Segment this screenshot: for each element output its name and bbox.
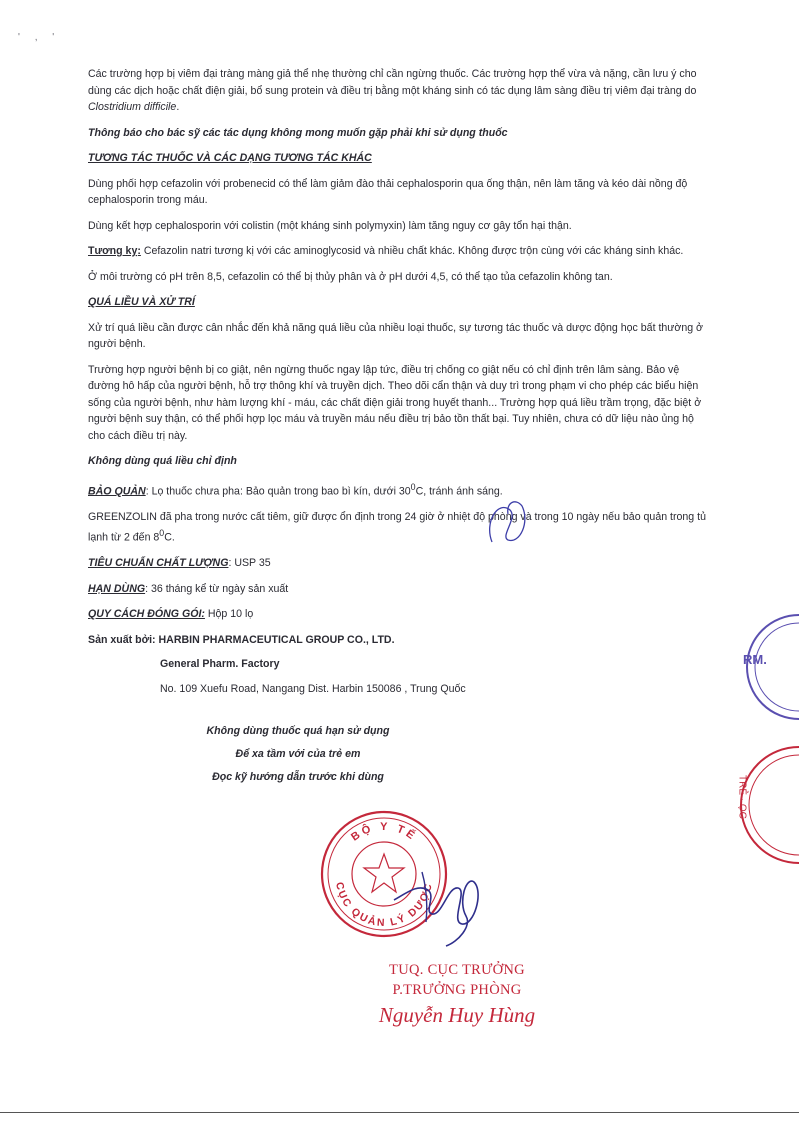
probenecid-paragraph: Dùng phối hợp cefazolin với probenecid có thể làm giảm đào thải cephalosporin qua ống thận, nên làm tăng và kéo dài nồng độ cephalosporin trong máu. — [88, 177, 688, 206]
overdose-heading: QUÁ LIỀU VÀ XỬ TRÍ — [88, 296, 195, 308]
page-bottom-divider — [0, 1112, 799, 1113]
document-body — [88, 66, 708, 790]
red-stamp-edge-text: TRẺ · ỌC — [736, 775, 748, 819]
blue-stamp-edge-icon — [725, 612, 799, 722]
factory-line: General Pharm. Factory — [160, 658, 280, 671]
ph-paragraph: Ở môi trường có pH trên 8,5, cefazolin có thể bị thủy phân và ở pH dưới 4,5, có thể tạo tủa cefazolin không tan. — [88, 270, 613, 283]
handwritten-initial-icon — [478, 492, 548, 552]
signer-name: Nguyễn Huy Hùng — [378, 1003, 536, 1027]
warning-note: Đọc kỹ hướng dẫn trước khi dùng — [212, 771, 384, 784]
signature-block — [342, 960, 572, 1030]
pseudomembranous-colitis-paragraph: Các trường hợp bị viêm đại tràng màng giả thể nhẹ thường chỉ cần ngừng thuốc. Các trường hợp thể vừa và nặng, cần lưu ý cho dùng các dịch hoặc chất điện giải, bổ sung protein và điều trị bằng một kháng sinh có tác dụng lâm sàng điều trị viêm đại tràng do Clostridium difficile. — [88, 68, 697, 113]
corner-marks: ' , ' — [18, 32, 61, 43]
signer-title-1: TUQ. CỤC TRƯỞNG — [389, 962, 525, 978]
warning-note: Để xa tầm với của trẻ em — [235, 748, 361, 761]
manufacturer-line: Sản xuất bởi: HARBIN PHARMACEUTICAL GROUP CO., LTD. — [88, 633, 395, 646]
colistin-paragraph: Dùng kết hợp cephalosporin với colistin (một kháng sinh polymyxin) làm tăng nguy cơ gây tổn hại thận. — [88, 219, 572, 232]
seal-top-text: BỘ Y TẾ — [349, 820, 419, 844]
warning-notes — [88, 721, 508, 787]
warning-note: Không dùng thuốc quá hạn sử dụng — [206, 725, 390, 738]
blue-stamp-text: RM. — [743, 652, 767, 667]
packing-line: QUY CÁCH ĐÓNG GÓI: Hộp 10 lọ — [88, 608, 254, 621]
overdose-paragraph-2: Trường hợp người bệnh bị co giật, nên ngừng thuốc ngay lập tức, điều trị chống co giật nếu có chỉ định trên lâm sàng. Bảo vệ đường hô hấp của người bệnh, hỗ trợ thông khí và truyền dịch. Theo dõi cẩn thận và duy trì trong phạm vi cho phép các biểu hiện sống của người bệnh, như hàm lượng khí - máu, các chất điện giải trong huyết thanh... Trường hợp quá liều trầm trọng, đặc biệt ở người bệnh suy thận, có thể phối hợp lọc máu và truyền máu nếu điều trị bảo tồn thất bại. Tuy nhiên, chưa có dữ liệu nào ủng hộ cho cách điều trị này. — [88, 363, 702, 442]
incompatibility-paragraph: Tương kỵ: Cefazolin natri tương kị với các aminoglycosid và nhiều chất khác. Không được trộn cùng với các kháng sinh khác. — [88, 245, 684, 257]
expiry-line: HẠN DÙNG: 36 tháng kể từ ngày sản xuất — [88, 582, 289, 595]
signer-title-2: P.TRƯỞNG PHÒNG — [392, 982, 522, 998]
interactions-heading: TƯƠNG TÁC THUỐC VÀ CÁC DẠNG TƯƠNG TÁC KHÁC — [88, 152, 372, 164]
red-stamp-edge-icon — [712, 745, 799, 865]
seal-bottom-text: CỤC QUẢN LÝ DƯỢC — [333, 881, 435, 930]
quality-standard-line: TIÊU CHUẨN CHẤT LƯỢNG: USP 35 — [88, 557, 271, 570]
greenzolin-paragraph: GREENZOLIN đã pha trong nước cất tiêm, giữ được ổn định trong 24 giờ ở nhiệt độ phòng và trong 10 ngày nếu bảo quản trong tủ lạnh từ 2 đến $8^0C$. — [88, 510, 706, 544]
address-line: No. 109 Xuefu Road, Nangang Dist. Harbin 150086 , Trung Quốc — [160, 682, 466, 695]
notify-doctor-heading: Thông báo cho bác sỹ các tác dụng không mong muốn gặp phải khi sử dụng thuốc — [88, 126, 508, 139]
storage-paragraph: BẢO QUẢN: Lọ thuốc chưa pha: Bảo quản trong bao bì kín, dưới $30^0C$, tránh ánh sáng. — [88, 481, 503, 498]
overdose-paragraph-1: Xử trí quá liều cần được cân nhắc đến khả năng quá liều của nhiều loại thuốc, sự tương tác thuốc và dược động học bất thường ở người bệnh. — [88, 321, 704, 350]
signature-icon — [388, 842, 498, 952]
no-exceed-dose-heading: Không dùng quá liều chỉ định — [88, 455, 237, 467]
